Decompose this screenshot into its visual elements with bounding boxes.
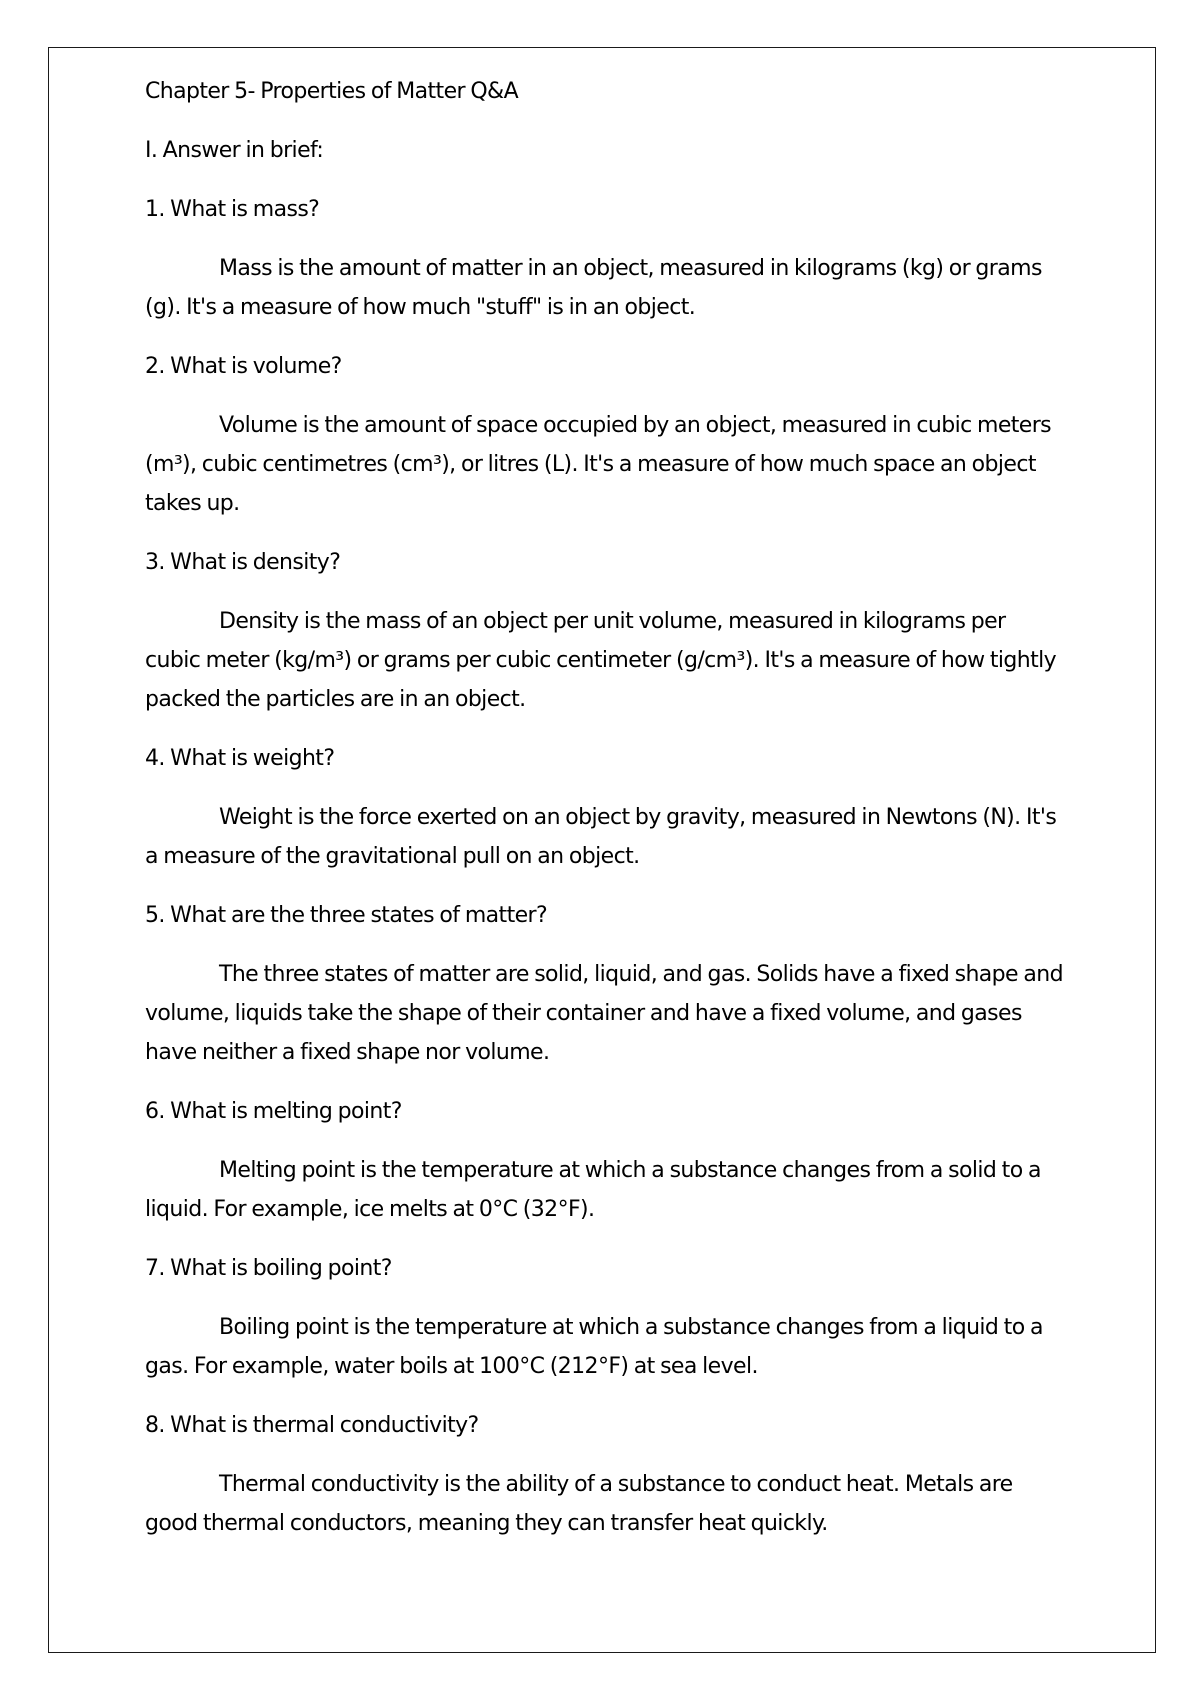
qa-item-6: [145, 1092, 1065, 1229]
question-4: 4. What is weight?: [145, 746, 335, 771]
qa-item-5: [145, 896, 1065, 1072]
question-3: 3. What is density?: [145, 550, 341, 575]
qa-item-1: [145, 190, 1065, 327]
answer-8: Thermal conductivity is the ability of a substance to conduct heat. Metals are good thermal conductors, meaning they can transfer heat quickly.: [145, 1472, 1013, 1536]
qa-item-8: [145, 1406, 1065, 1543]
answer-2: Volume is the amount of space occupied by an object, measured in cubic meters (m³), cubic centimetres (cm³), or litres (L). It's a measure of how much space an object takes up.: [145, 413, 1052, 516]
answer-7: Boiling point is the temperature at which a substance changes from a liquid to a gas. For example, water boils at 100°C (212°F) at sea level.: [145, 1315, 1043, 1379]
question-6: 6. What is melting point?: [145, 1099, 402, 1124]
qa-item-7: [145, 1249, 1065, 1386]
question-2: 2. What is volume?: [145, 354, 342, 379]
answer-5: The three states of matter are solid, liquid, and gas. Solids have a fixed shape and volume, liquids take the shape of their container and have a fixed volume, and gases have neither a fixed shape nor volume.: [145, 962, 1063, 1065]
question-5: 5. What are the three states of matter?: [145, 903, 548, 928]
answer-1: Mass is the amount of matter in an object, measured in kilograms (kg) or grams (g). It's a measure of how much "stuff" is in an object.: [145, 256, 1042, 320]
answer-6: Melting point is the temperature at which a substance changes from a solid to a liquid. For example, ice melts at 0°C (32°F).: [145, 1158, 1041, 1222]
qa-item-4: [145, 739, 1065, 876]
section-heading: I. Answer in brief:: [145, 138, 324, 163]
answer-4: Weight is the force exerted on an object by gravity, measured in Newtons (N). It's a measure of the gravitational pull on an object.: [145, 805, 1057, 869]
question-1: 1. What is mass?: [145, 197, 320, 222]
answer-3: Density is the mass of an object per unit volume, measured in kilograms per cubic meter (kg/m³) or grams per cubic centimeter (g/cm³). It's a measure of how tightly packed the particles are in an object.: [145, 609, 1057, 712]
document-title: Chapter 5- Properties of Matter Q&A: [145, 79, 519, 104]
qa-item-2: [145, 347, 1065, 523]
question-7: 7. What is boiling point?: [145, 1256, 392, 1281]
document-body: [145, 72, 1065, 1563]
qa-item-3: [145, 543, 1065, 719]
question-8: 8. What is thermal conductivity?: [145, 1413, 479, 1438]
